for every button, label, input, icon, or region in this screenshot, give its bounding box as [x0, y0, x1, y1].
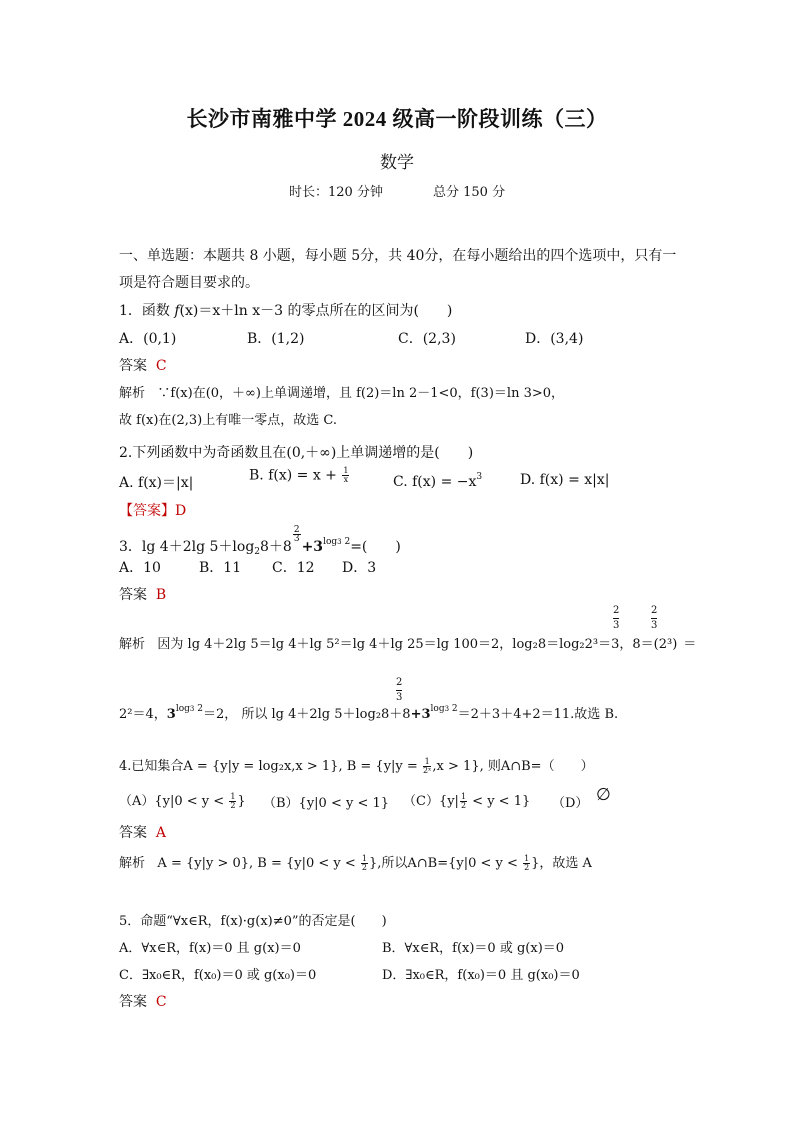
q2-option-b-num: 1 [343, 466, 349, 475]
q3-analysis-log2-word: log [430, 704, 445, 714]
q3-stem-exp-num: 2 [293, 525, 300, 535]
document-title: 长沙市南雅中学 2024 级高一阶段训练（三） [186, 107, 608, 131]
q5-stem: 5．命题“∀x∈R，f(x)·g(x)≠0”的否定是( ) [119, 914, 387, 929]
time-info: 时长：120 分钟 [289, 185, 383, 200]
q3-analysis-frac1 [613, 606, 619, 631]
q4-option-c-num: 1 [460, 792, 467, 801]
q1-option-d: D．(3,4) [525, 331, 584, 347]
q5-answer-value: C [155, 994, 167, 1010]
q4-analysis-frac1-num: 1 [361, 854, 367, 863]
q1-answer-label: 答案 [119, 358, 147, 374]
q4-option-b: （B）{y|0 < y < 1} [263, 796, 390, 811]
q3-stem-plus3: +3 [301, 539, 324, 555]
q3-analysis-frac3-bar [396, 690, 402, 691]
q4-analysis-frac2 [523, 855, 530, 872]
q5-answer [119, 991, 167, 1011]
q4-analysis-end: }，故选 A [531, 856, 592, 871]
q3-analysis-text2-3: 3 [166, 707, 176, 722]
q4-option-a [119, 790, 246, 810]
q3-answer-value: B [155, 587, 167, 603]
q3-option-d: D．3 [342, 560, 377, 576]
q3-stem-end: =( ) [350, 539, 401, 555]
q4-option-a-num: 1 [230, 792, 236, 801]
q3-analysis-label: 解析 [119, 637, 146, 652]
q3-analysis-frac1-num: 2 [613, 605, 620, 616]
q4-option-a-pre: （A）{y|0 < y < [119, 794, 229, 809]
q1-option-c: C．(2,3) [398, 331, 456, 347]
q3-analysis-text1-tail: ＝(2³) [640, 637, 678, 652]
q2-option-a: A. f(x)＝|x| [119, 475, 194, 491]
q2-answer: 【答案】D [119, 503, 187, 519]
q4-answer [119, 822, 166, 842]
q3-analysis-frac2-den: 3 [651, 620, 658, 631]
q3-analysis-frac1-bar [613, 618, 619, 619]
q3-stem-mid: 8＋8 [260, 539, 292, 555]
q3-analysis-frac2 [651, 606, 657, 631]
q4-analysis-frac2-den: 2 [524, 863, 530, 872]
q3-analysis-text2-log1 [176, 704, 203, 714]
q3-analysis-frac1-den: 3 [613, 620, 620, 631]
q3-answer [119, 584, 166, 604]
q3-analysis-text2-plus: +3 [410, 707, 431, 722]
q3-analysis-frac3-den: 3 [396, 692, 403, 703]
q1-analysis-line2: 故 f(x)在(2,3)上有唯一零点，故选 C. [119, 413, 337, 428]
q3-analysis-log1-word: log [175, 704, 190, 714]
q3-analysis-text1: 因为 lg 4＋2lg 5＝lg 4＋lg 5²＝lg 4＋lg 25＝lg 100＝2，log₂8＝log₂2³＝3，8 [157, 637, 641, 652]
q4-option-a-den: 2 [230, 801, 236, 810]
q4-option-c [403, 790, 530, 810]
q3-stem-log-word: log [323, 537, 338, 547]
q4-option-c-frac [460, 793, 467, 810]
q2-stem: 2.下列函数中为奇函数且在(0,＋∞)上单调递增的是( ) [119, 445, 474, 461]
q4-stem-frac-den: 2ˣ [422, 766, 432, 775]
q3-stem-log-sub: 3 [337, 538, 342, 546]
q3-analysis-frac3-num: 2 [396, 677, 403, 688]
q5-option-c: C．∃x₀∈R，f(x₀)＝0 或 g(x₀)＝0 [119, 968, 317, 983]
q4-option-a-post: } [237, 794, 246, 809]
q2-option-b [249, 467, 350, 484]
q3-stem-sub: 2 [254, 547, 261, 557]
q1-stem [119, 300, 452, 320]
q3-analysis-frac3 [396, 678, 402, 703]
q4-answer-label: 答案 [119, 825, 147, 841]
q4-stem-frac-num: 1 [424, 757, 430, 766]
q2-option-b-pre: B. f(x) = x + [249, 467, 342, 484]
q4-stem-end: ,x > 1}, 则A∩B=（ ） [432, 759, 594, 774]
q2-option-c [393, 472, 482, 490]
q3-analysis-text2-log2 [431, 704, 458, 714]
q4-stem [119, 755, 594, 775]
q1-analysis-line1 [119, 382, 564, 401]
q3-analysis-text2-end: ＝2＋3＋4+2＝11.故选 B. [457, 707, 619, 722]
q4-option-c-pre: （C）{y| [403, 794, 459, 809]
q2-option-c-pre: C. f(x) = −x [393, 474, 477, 490]
q3-option-b: B．11 [199, 560, 242, 576]
q3-analysis-text2-mid: ＝2， 所以 lg 4＋2lg 5＋log₂8＋8 [202, 707, 411, 722]
q4-answer-value: A [155, 825, 167, 841]
q2-option-c-exp: 3 [476, 472, 483, 482]
q3-analysis-log1-sub: 3 [189, 705, 195, 713]
q3-analysis-log1-arg: 2 [194, 704, 203, 714]
q3-analysis-frac2-num: 2 [651, 605, 658, 616]
q1-stem-mid: (x)＝x＋ln x－3 的零点所在的区间为( ) [179, 303, 453, 319]
q4-analysis-label: 解析 [119, 856, 146, 871]
q3-analysis-text1-end: ＝ [683, 637, 697, 652]
q4-option-a-frac [229, 793, 236, 810]
q2-option-d: D. f(x) = x|x| [520, 472, 610, 488]
q5-option-b: B．∀x∈R，f(x)＝0 或 g(x)＝0 [382, 941, 565, 956]
q4-analysis-frac1 [361, 855, 368, 872]
q3-option-c: C．12 [272, 560, 315, 576]
q1-option-b: B．(1,2) [247, 331, 305, 347]
q3-stem-log [323, 537, 350, 547]
q5-answer-label: 答案 [119, 994, 147, 1010]
q2-option-b-den: x [343, 475, 349, 484]
section-intro-line2: 项是符合题目要求的。 [119, 275, 259, 291]
q5-option-d: D．∃x₀∈R，f(x₀)＝0 且 g(x₀)＝0 [382, 968, 580, 983]
q3-stem-log-arg: 2 [341, 537, 351, 547]
q3-stem-exp-frac [293, 526, 301, 543]
q3-option-a: A．10 [119, 560, 161, 576]
q4-option-d: （D） [552, 796, 589, 811]
q4-stem-pre: 4.已知集合A = {y|y = log₂x,x > 1}, B = {y|y = [119, 759, 422, 774]
q3-stem [119, 526, 401, 557]
section-intro-line1: 一、单选题：本题共 8 小题，每小题 5分，共 40分，在每小题给出的四个选项中，只有一 [119, 248, 677, 264]
q4-analysis-frac1-den: 2 [361, 863, 367, 872]
q4-analysis-pre: A = {y|y > 0}, B = {y|0 < y < [157, 856, 360, 871]
subject-heading: 数学 [380, 153, 414, 173]
q4-option-c-post: < y < 1} [468, 794, 531, 809]
score-info: 总分 150 分 [433, 185, 506, 200]
q1-stem-pre: 1．函数 [119, 303, 175, 319]
q2-option-b-fraction [342, 467, 349, 484]
q3-stem-pre: 3．lg 4＋2lg 5＋log [119, 539, 255, 555]
q3-stem-exp-den: 3 [293, 534, 300, 544]
q1-analysis-label: 解析 [119, 386, 146, 401]
q3-analysis-line1 [119, 633, 696, 652]
q3-analysis-line2 [119, 703, 618, 722]
q3-analysis-log2-arg: 2 [449, 704, 458, 714]
q1-stem-f: f [174, 303, 180, 319]
q1-analysis-text1: ∵f(x)在(0，＋∞)上单调递增，且 f(2)＝ln 2－1<0，f(3)＝ln 3>0， [157, 386, 565, 401]
q3-analysis-frac2-bar [651, 618, 657, 619]
q1-answer [119, 355, 167, 375]
q4-analysis-mid: },所以A∩B={y|0 < y < [369, 856, 523, 871]
q1-option-a: A．(0,1) [119, 331, 177, 347]
q4-analysis [119, 852, 592, 872]
q5-option-a: A．∀x∈R，f(x)＝0 且 g(x)＝0 [119, 941, 301, 956]
q3-analysis-log2-sub: 3 [444, 705, 450, 713]
q4-option-c-den: 2 [460, 801, 467, 810]
q1-answer-value: C [155, 358, 167, 374]
q3-answer-label: 答案 [119, 587, 147, 603]
q3-analysis-text2-pre: 2²＝4， [119, 707, 167, 722]
empty-set-symbol: ∅ [596, 785, 611, 805]
q4-analysis-frac2-num: 1 [524, 854, 530, 863]
q4-stem-frac [423, 758, 431, 775]
